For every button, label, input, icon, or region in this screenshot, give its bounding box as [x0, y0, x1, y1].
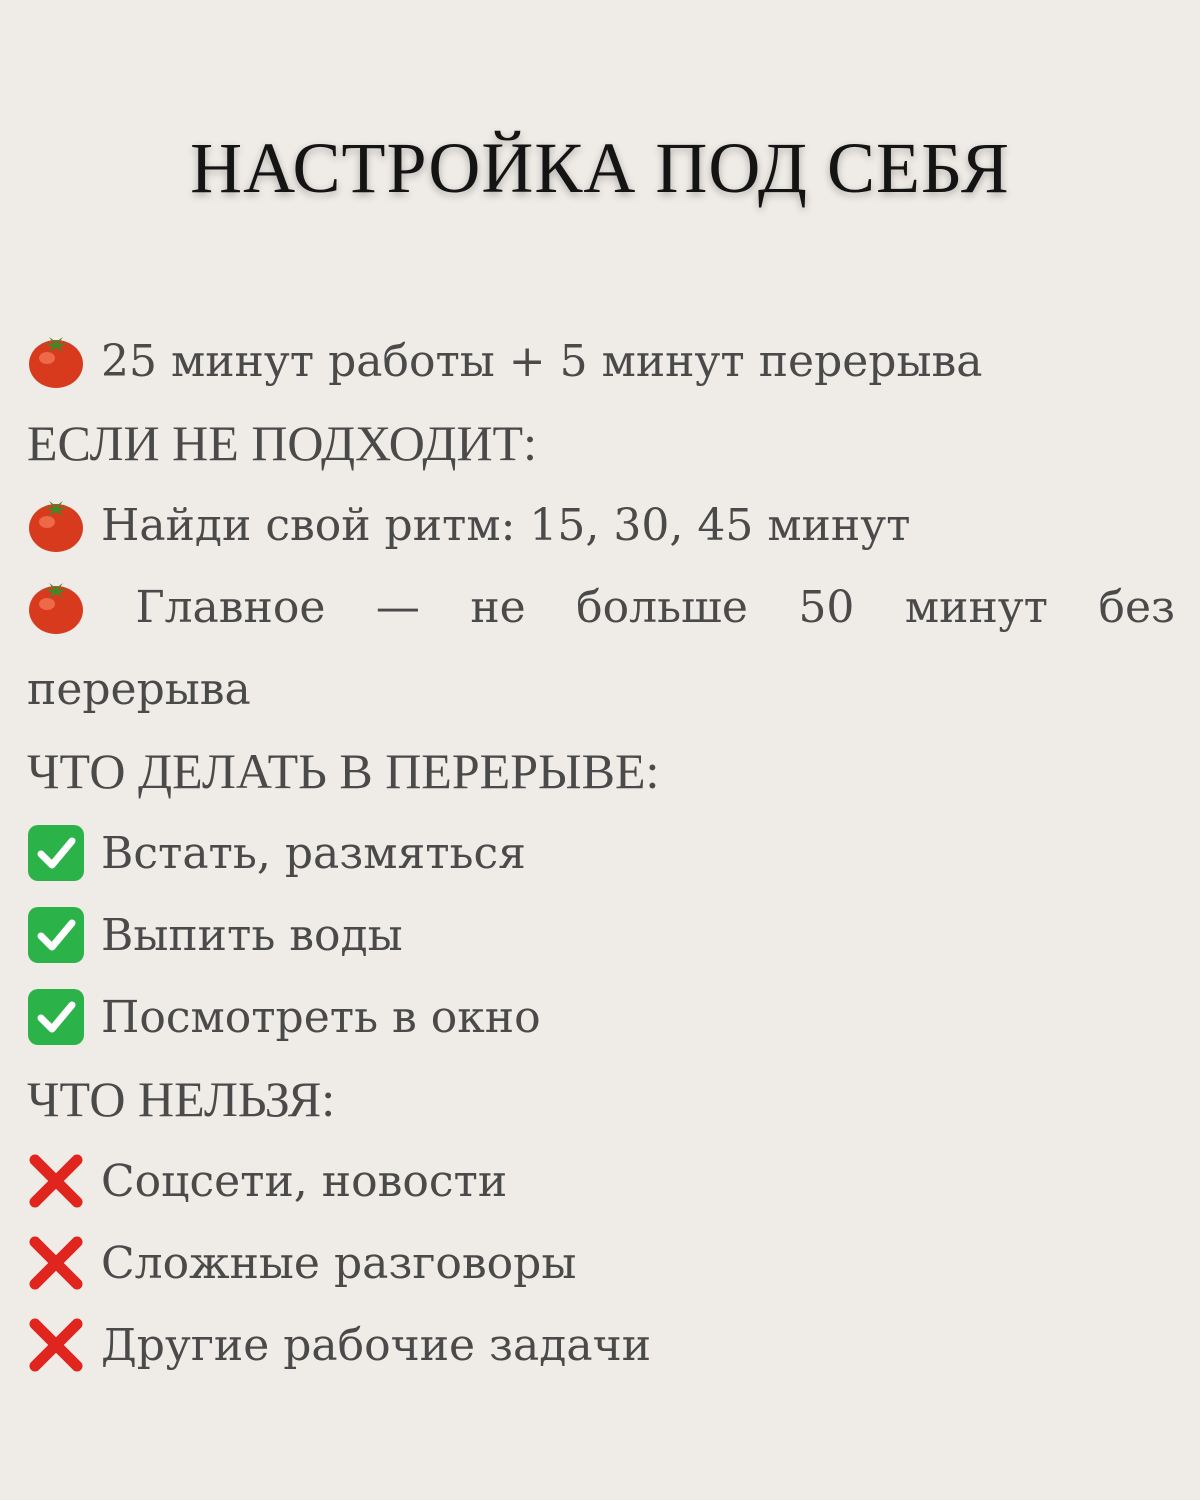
list-item-dont	[27, 1140, 1175, 1222]
list-item-dont	[27, 1304, 1175, 1386]
list-item-do	[27, 894, 1175, 976]
word: —	[375, 581, 420, 633]
list-item-text: Встать, размяться	[101, 827, 526, 879]
list-item-continuation: перерыва	[27, 663, 251, 715]
list-item-text: 25 минут работы + 5 минут перерыва	[101, 335, 983, 387]
list-item-text: Сложные разговоры	[101, 1237, 577, 1289]
section-heading-what-to-do: ЧТО ДЕЛАТЬ В ПЕРЕРЫВЕ:	[27, 743, 660, 799]
list-item-dont	[27, 1222, 1175, 1304]
word: не	[470, 581, 526, 633]
list-item-pomodoro-default	[27, 320, 1175, 402]
list-item-text: Другие рабочие задачи	[101, 1319, 652, 1371]
check-icon	[27, 906, 85, 964]
list-item-do	[27, 976, 1175, 1058]
cross-icon	[27, 1316, 85, 1374]
word: без	[1098, 581, 1175, 633]
list-item-text: Посмотреть в окно	[101, 991, 541, 1043]
section-heading-what-not-to-do: ЧТО НЕЛЬЗЯ:	[27, 1071, 336, 1127]
justified-line	[27, 578, 1175, 636]
list-item-text: Выпить воды	[101, 909, 403, 961]
list-item-text: Найди свой ритм: 15, 30, 45 минут	[101, 499, 911, 551]
tomato-icon	[27, 332, 85, 390]
check-icon	[27, 824, 85, 882]
word: больше	[576, 581, 748, 633]
check-icon	[27, 988, 85, 1046]
list-item-max-50-minutes	[27, 566, 1175, 648]
word: 50	[798, 581, 855, 633]
list-item-find-rhythm	[27, 484, 1175, 566]
list-item-text: Соцсети, новости	[101, 1155, 508, 1207]
cross-icon	[27, 1234, 85, 1292]
section-heading-if-not-fits: ЕСЛИ НЕ ПОДХОДИТ:	[27, 415, 537, 471]
tomato-icon	[27, 578, 85, 636]
word: минут	[904, 581, 1048, 633]
word: Главное	[135, 581, 326, 633]
cross-icon	[27, 1152, 85, 1210]
page-title: НАСТРОЙКА ПОД СЕБЯ	[190, 128, 1010, 208]
content-list	[27, 320, 1175, 1386]
tomato-icon	[27, 496, 85, 554]
list-item-do	[27, 812, 1175, 894]
